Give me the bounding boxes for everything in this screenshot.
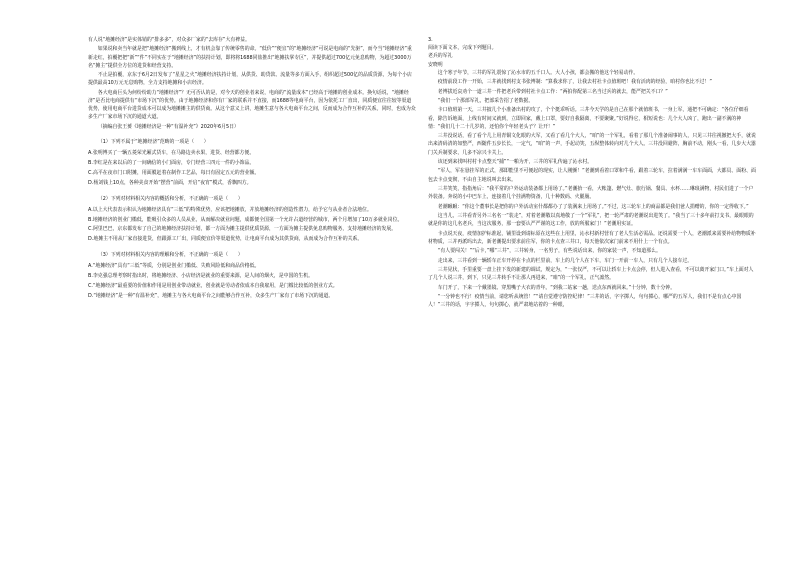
question-1-option-b[interactable]: B.李红是在来以后的了一间确信的小门面房，专门经营三四元一件的小饰品。	[88, 160, 255, 167]
story-author: 安晓明	[428, 61, 443, 68]
left-column	[88, 36, 416, 301]
question-2-option-a[interactable]: A.以上大代表表示积认为地摊经济具有“三低”的特殊优势，应该把地摊放，并放地摊经济的创造性潜力，给予它与从业者合法地位。	[88, 206, 372, 213]
reading-instruction: 阅读下面文本，完成下列题目。	[428, 45, 497, 52]
story-paragraph: 三井笑笑，指指角后：“我平常的户外运动装备都上用场了。”老潮抬一看，大帐篷、燃气灶、旅行锅、餐具、水杯……琳琅满物，村民们进了一个户外装备。奔说的小中巴车上，连接着几个挂满物资备，几十种数码、火腿肠。	[428, 185, 754, 201]
question-3-option-a[interactable]: A.“地摊经济”具有“三低”等质，分别是创业门槛低、失败风险低和商品价格低。	[88, 263, 260, 270]
story-paragraph: 这个寒子年节，三井的军礼震惊了沁水市的五千口人。大人小孩，都会搬的他这个轻易动作。	[437, 69, 639, 76]
story-paragraph: 疫情前段工作一开始，三井就找到村支书张博制：“算我求你了，让我去村社卡点值班吧！我有活肉的经验，咱村你也比不过！”	[437, 79, 712, 86]
passage-source: （摘编自张王赟《地摊经济是一种“有温补充”》2020年6月5日）	[97, 123, 239, 130]
story-paragraph: 卡点说天夜，疫情加护标准起，铺里设到请标原在这些在上用里，沁水村新村营有了老人生活必需品。还说需要一个人，老潮派来需要补给物物质补材物质，三并再派吗出去，新老潮提出要求前往军，你的卡点查三井口，每天他依次家门前来不用什上一个有点。	[428, 230, 756, 245]
question-3-option-b[interactable]: B.李克强总理考察时指出时，将地摊经济、小店经济是就业的重要来源，是人间的烟火，是中国的生机。	[88, 272, 313, 279]
passage-paragraph: 各大电商巨头为何纷纷助力“地摊经济”？无可否认的是，对今天的创业者来说，电商的“流量成本”已经高于地摊的创业成本。换句话说，“地摊经济”是否比电商提供有“市场下沉”的优势。由于地摊经济和你有厂家的联系并不直接，而1688等电商平台，因为依托工厂直出，同质便宜往往较等渠道优势，使用电商平台进货成本可以成为地摊摊主的供货商。从这个意义上讲，地摊生意与各大电商平台之间，反而成为合作互补的关系。同时，也成为众多生产厂家市场下沉的通道大道。	[88, 89, 416, 121]
question-1-option-d[interactable]: D.杨刘钱上10点，各种美食开始“摆营”前面，开启“夜宵”模式，香飘四方。	[88, 179, 252, 186]
question-1-option-c[interactable]: C.高平在夜市门口附摊，用面膜赶着在制作工艺品，每日有固定五元的营业额。	[88, 169, 260, 176]
question-3-stem: （3）下列对材料相关内容的理解和分析，不正确的一项是（ ）	[97, 251, 243, 258]
story-paragraph: 三井没说话，看了看个几上用青铜文化眼的大军，又看了看几个大人，“咱”的一个军礼，看着了那几个准备闹事的人，只见三井往视撤把大手，就说出来清码清的如整严，西随件五步长长，一定气，“咱”的一声，手起动笑，五纵整体转向对几个大人。三井没回避阵，胸前不动，刚头一看，几步大大嚣门关兵制要求，几多不凉兴卡关上。	[428, 133, 756, 156]
question-2-option-d[interactable]: D.地摊主不用从厂家直接进货，但跟源工厂出，同质便宜价等渠道优势，让电商平台成为其供货商，从而成为合作互补的关系。	[88, 236, 363, 243]
passage-paragraph: 有人说“地摊经济”是实体销的“排多多”，对众多厂家的“去库存”大有裨益。	[88, 37, 250, 43]
story-title: 老兵的军礼	[428, 53, 453, 60]
story-paragraph: “军人，军在悬挂军的正式，那即能里不可便起的现实，让人刚颤！”老潮到看着口罩和牛看，跟着三轮车，拉着满满一车车面面，大都员、面粉、面包去卡点变彻，不由自主地说叫去出来。	[428, 168, 756, 183]
story-paragraph: “我们一个那部军礼，把部采告招了老数据。	[437, 97, 534, 104]
story-paragraph: 老潮瞅瞅：“你这个董事长是把你的户外活动室什都都办了了装满来上用场了。”不过，这三轮车上的商品都是我们爸人捐赠的，你的一定得收下。”	[437, 203, 749, 210]
story-paragraph: 这当儿，三井看青另外三名名一“装走”，对着老潮敬以真地敬了一个“军礼”，把一轮严肃的老潮说出进笑了。“我当了三十多年前打支书，最眼眼的就是你的这几名老兵，当这次服务，那一套要认严严谨的这工作，放的所服家门！”老潮用实证。	[428, 212, 754, 228]
story-paragraph: “一分钟也不行！疫情当前，请您听从统管！”“请自觉遵守防控纪律！”三井的话，字字掷人，句句掷心，哪严的五军人，我们不是有点心中国人！”三井的话，字字掷人，句句掷心，就严肃地站着的一种眼，	[428, 293, 742, 309]
story-paragraph: 三井见状，手里重要一盘上挂下发的新建的调试，规定为，“一张仅严，不可以让轿车上卡点会停，但人进入查看，不可以离开家门口。”车上面对人了几个人说三井，到下，只见三井转手不让那人再进来，“咱”的一个军礼，正气凛然。	[428, 266, 754, 282]
story-paragraph: 走出来，三井看到一辆轿车正车开停在卡点的栏里前，车上的几个人在下车，车门一开前一车人，只有几个人接车过。	[437, 257, 693, 264]
question-1-stem: （1）下列不属于“地摊经济”范畴的一项是（ ）	[97, 139, 209, 146]
story-paragraph: “有人要闯关！”“后卡，”哪“三井”，三井转身，一名男子，有些说话出来，你的家装一声，不知道那么。	[437, 248, 661, 255]
question-3-option-c[interactable]: C.“地摊经济”最重要的价值和作用是用创业带动就业，创业就是劳动者依成本自我雇用，是门槛比较低的创业方式。	[88, 282, 338, 289]
question-2-option-c[interactable]: C.阿里巴巴，京东都发布了自己的地摊经济扶持计划，都一方面为摊主提供优质货源，一方面为摊主提供免息购物服务，支持地摊经济的发展。	[88, 226, 397, 233]
question-2-stem: （2）下列对材料相关内容的概括和分析，不正确的一项是（ ）	[97, 195, 243, 202]
story-paragraph: 车门开了，下来一个戴墨镜、穿黑嘴子大衣的青年。“到我二姑家一趟，送点东西就回来。”十分钟，数十分钟。	[437, 284, 676, 291]
passage-paragraph: 不止是拍覆，京东于6月2日发布了“星星之火”地摊经济扶持计划，从供货、助贷款、流量等多方面入手，组织超过500亿的品质货源，为每个小店提供最高10万元无息购物，全力支持地摊和小店经济。	[88, 72, 412, 87]
story-paragraph: 老博拔近哀劝个一道三井一件把老兵带到村社卡点工作：“两拍你配第三名当过兵的就去，能严把关不口？”	[437, 88, 668, 95]
right-column	[428, 36, 756, 310]
question-1-option-a[interactable]: A.张明博买了一辆五菱荣光厢式货车，在马路边卖水果，进货、经营都方便。	[88, 150, 255, 157]
section-number: 3.	[428, 37, 433, 43]
question-2-option-b[interactable]: B.地摊经济的创业门槛低，能吸引众多的人员从业，从而解决就业问题，成都便全国第一个允许占道经营的城市，两个月增加了10万多就业岗位。	[88, 216, 403, 223]
story-paragraph: 卡口值班第一天，三井披几个小准备出村的攻了，个个挺乖听话。三井今天学的是自己在那个就值班书，一身上军，通把不可确定：“各位仔细看看，除告诉地面，上线有时间义就到，立即回家，戴上口罩，要好自我隔离，不要聚聚。”好说得它，相短说也：几个大人凶了，跑出一副不满的神情：“我们几十二十几岁的，还怕你个年轻老头子？让开！”	[428, 107, 749, 130]
story-paragraph: 该还到来找叫村村卡点整天“捕”“一啪为开，三井的军礼传遍了沁水村。	[437, 158, 593, 165]
question-3-option-d[interactable]: D.“地摊经济”是一种“有温补充”，地摊主与各大电商平台之间能够合作互补，众多生产厂家有了市场下沉的通道。	[88, 292, 334, 299]
passage-paragraph: 如果说和卖当年就是把“地摊经济”搬到线上，才有机会靠了传统零售的命。“低价”“便宜”的“地摊经济”可说是电商的“先驱”，而今当“地摊经济”重新走红，拍覆把把“新”“件”不同实在于“地摊经济”的扶持计划，即将将1688同盐推出“地摊扶掌专区”，并提供超过700亿元免息购物，为超过3000万名“摊主”提供全方位的进货和经营支持。	[88, 46, 412, 69]
